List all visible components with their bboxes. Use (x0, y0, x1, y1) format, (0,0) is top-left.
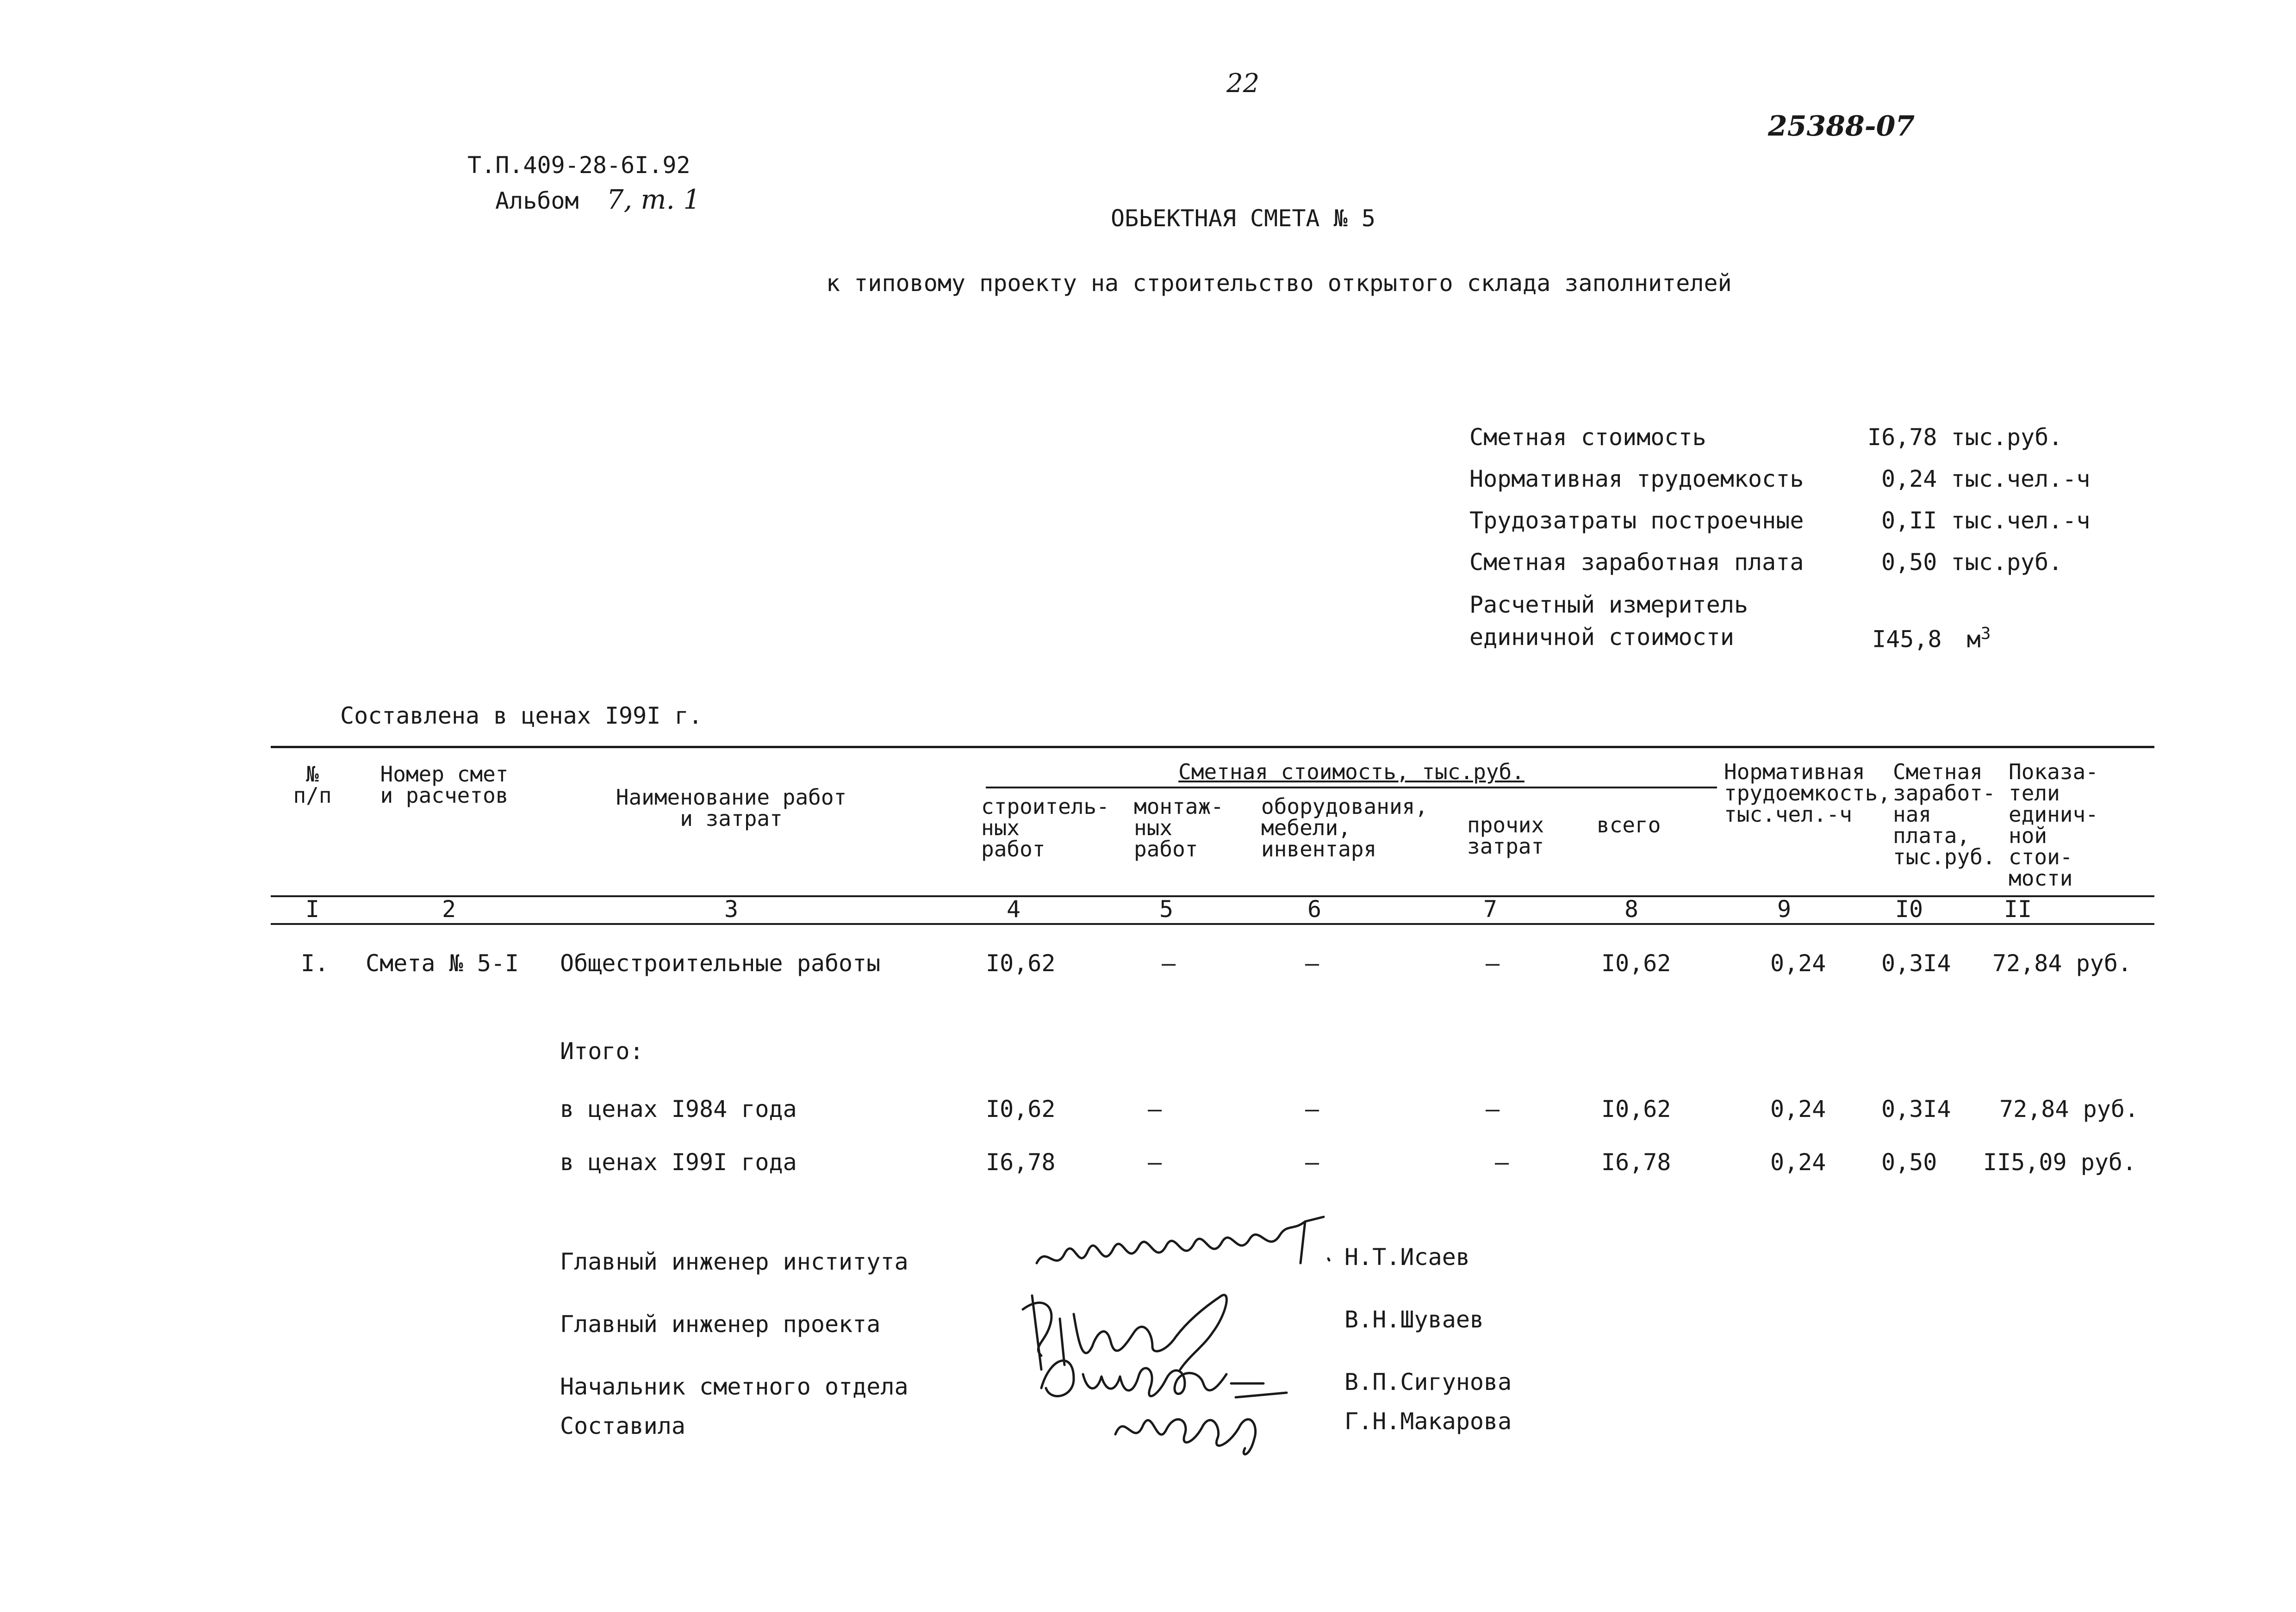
header-line: стои- (2009, 844, 2073, 869)
cell-labor: 0,24 (1770, 1149, 1826, 1176)
header-line: работ (1134, 837, 1198, 862)
col-number: 6 (1307, 896, 1322, 923)
header-line: тыс.руб. (1893, 844, 1996, 869)
header-line: инвентаря (1261, 837, 1377, 862)
header-line: мебели, (1261, 815, 1351, 840)
cell-work-name: в ценах I99I года (560, 1149, 797, 1176)
cell-wages: 0,3I4 (1881, 950, 1951, 977)
cell-unit-indicator: II5,09 руб. (1983, 1149, 2137, 1176)
header-line: работ (981, 837, 1045, 862)
document-subtitle: к типовому проекту на строительство открытого склада заполнителей (826, 270, 1732, 297)
col-number: 9 (1777, 896, 1792, 923)
summary-value: 0,II тыс.чел.-ч (1881, 507, 2091, 534)
col-header-labor-intensity (1724, 761, 1891, 825)
table-top-rule (271, 746, 2154, 748)
header-line: единич- (2009, 802, 2098, 827)
cell-installation: – (1148, 1149, 1162, 1176)
unit-cost-value: I45,8 (1872, 626, 1942, 653)
cell-construction: I0,62 (986, 1096, 1056, 1122)
col-number: I0 (1895, 896, 1923, 923)
cell-total: I6,78 (1601, 1149, 1671, 1176)
col-number: I (305, 896, 320, 923)
signatory-name: Г.Н.Макарова (1344, 1408, 1512, 1435)
header-line: Нормативная (1724, 759, 1865, 784)
signature-compiler (1101, 1379, 1296, 1462)
summary-value: I6,78 тыс.руб. (1867, 424, 2063, 451)
col-header-unit-indicators (2009, 761, 2098, 889)
cell-installation: – (1162, 950, 1176, 977)
col-header-equipment (1261, 796, 1428, 860)
document-title: ОБЬЕКТНАЯ СМЕТА № 5 (1111, 205, 1375, 232)
header-line: монтаж- (1134, 794, 1224, 819)
header-line: Показа- (2009, 759, 2098, 784)
signatory-name: В.П.Сигунова (1344, 1369, 1512, 1395)
album-line (495, 185, 700, 215)
cell-equipment: – (1305, 1096, 1319, 1122)
cell-wages: 0,3I4 (1881, 1096, 1951, 1122)
unit-cost-unit: м (1966, 626, 1981, 653)
cell-construction: I6,78 (986, 1149, 1056, 1176)
cell-equipment: – (1305, 1149, 1319, 1176)
document-code: 25388-07 (1768, 110, 1915, 143)
header-line: прочих (1467, 812, 1544, 837)
header-line: тели (2009, 781, 2060, 806)
summary-label: Нормативная трудоемкость (1469, 465, 1804, 492)
col-header-installation (1134, 796, 1224, 860)
header-line: всего (1597, 812, 1661, 837)
cell-total: I0,62 (1601, 1096, 1671, 1122)
signature-chief-engineer-institute (1027, 1203, 1342, 1282)
cell-other: – (1495, 1149, 1509, 1176)
header-line: Наименование работ (616, 785, 847, 810)
col-header-other (1467, 814, 1544, 857)
header-line: оборудования, (1261, 794, 1428, 819)
col-number: 4 (1006, 896, 1021, 923)
group-header-estimated-cost: Сметная стоимость, тыс.руб. (1178, 759, 1524, 784)
unit-cost-unit-power: 3 (1980, 624, 1991, 643)
cell-installation: – (1148, 1096, 1162, 1122)
cell-work-name: в ценах I984 года (560, 1096, 797, 1122)
prices-note: Составлена в ценах I99I г. (340, 702, 703, 729)
header-line: плата, (1893, 823, 1970, 848)
col-header-number (287, 763, 338, 806)
album-label: Альбом (495, 187, 579, 214)
col-header-construction (981, 796, 1109, 860)
cell-number: I. (301, 950, 329, 977)
signatory-name: В.Н.Шуваев (1344, 1306, 1484, 1333)
col-number: II (2004, 896, 2032, 923)
header-line: тыс.чел.-ч (1724, 802, 1852, 827)
summary-label-line2: единичной стоимости (1469, 624, 1734, 651)
summary-value (1872, 625, 1991, 652)
col-header-estimate-ref (366, 763, 523, 806)
page-number: 22 (1226, 68, 1260, 99)
col-number-rule (271, 923, 2154, 925)
header-line: трудоемкость, (1724, 781, 1891, 806)
cell-total: I0,62 (1601, 950, 1671, 977)
cell-wages: 0,50 (1881, 1149, 1937, 1176)
header-line: ных (981, 815, 1020, 840)
header-line: ная (1893, 802, 1932, 827)
cell-unit-indicator: 72,84 руб. (1992, 950, 2132, 977)
col-header-wages (1893, 761, 1996, 868)
summary-value: 0,24 тыс.чел.-ч (1881, 465, 2091, 492)
album-handwritten: 7, т. 1 (606, 184, 701, 215)
cell-labor: 0,24 (1770, 950, 1826, 977)
summary-label: Расчетный измеритель (1469, 591, 1748, 618)
header-line: и расчетов (380, 783, 509, 808)
total-label: Итого: (560, 1038, 644, 1065)
header-line: затрат (1467, 834, 1544, 859)
col-number: 8 (1624, 896, 1639, 923)
header-line: заработ- (1893, 781, 1996, 806)
col-header-total (1597, 814, 1661, 836)
col-header-work-name (602, 787, 861, 829)
header-line: Номер смет (380, 762, 509, 787)
header-line: ных (1134, 815, 1173, 840)
summary-value: 0,50 тыс.руб. (1881, 549, 2063, 576)
signatory-role: Главный инженер института (560, 1248, 908, 1275)
header-line: Сметная (1893, 759, 1983, 784)
cell-labor: 0,24 (1770, 1096, 1826, 1122)
project-reference: Т.П.409-28-6I.92 (467, 152, 691, 179)
cell-other: – (1486, 950, 1500, 977)
cell-construction: I0,62 (986, 950, 1056, 977)
header-line: № (306, 762, 319, 787)
signatory-role: Составила (560, 1413, 685, 1439)
signatory-name: Н.Т.Исаев (1344, 1244, 1470, 1271)
cell-estimate-ref: Смета № 5-I (366, 950, 519, 977)
header-line: строитель- (981, 794, 1109, 819)
header-line: мости (2009, 866, 2073, 891)
col-number: 3 (724, 896, 739, 923)
col-number: 2 (442, 896, 456, 923)
cell-other: – (1486, 1096, 1500, 1122)
cell-work-name: Общестроительные работы (560, 950, 881, 977)
cell-unit-indicator: 72,84 руб. (1999, 1096, 2139, 1122)
summary-label: Сметная заработная плата (1469, 549, 1804, 576)
signatory-role: Начальник сметного отдела (560, 1373, 908, 1400)
col-number: 7 (1483, 896, 1498, 923)
signatory-role: Главный инженер проекта (560, 1311, 881, 1338)
col-number: 5 (1159, 896, 1174, 923)
cell-equipment: – (1305, 950, 1319, 977)
summary-label: Трудозатраты построечные (1469, 507, 1804, 534)
group-header-rule (986, 787, 1717, 788)
header-line: п/п (293, 783, 332, 808)
header-line: ной (2009, 823, 2047, 848)
summary-label: Сметная стоимость (1469, 424, 1706, 451)
header-line: и затрат (680, 806, 783, 831)
